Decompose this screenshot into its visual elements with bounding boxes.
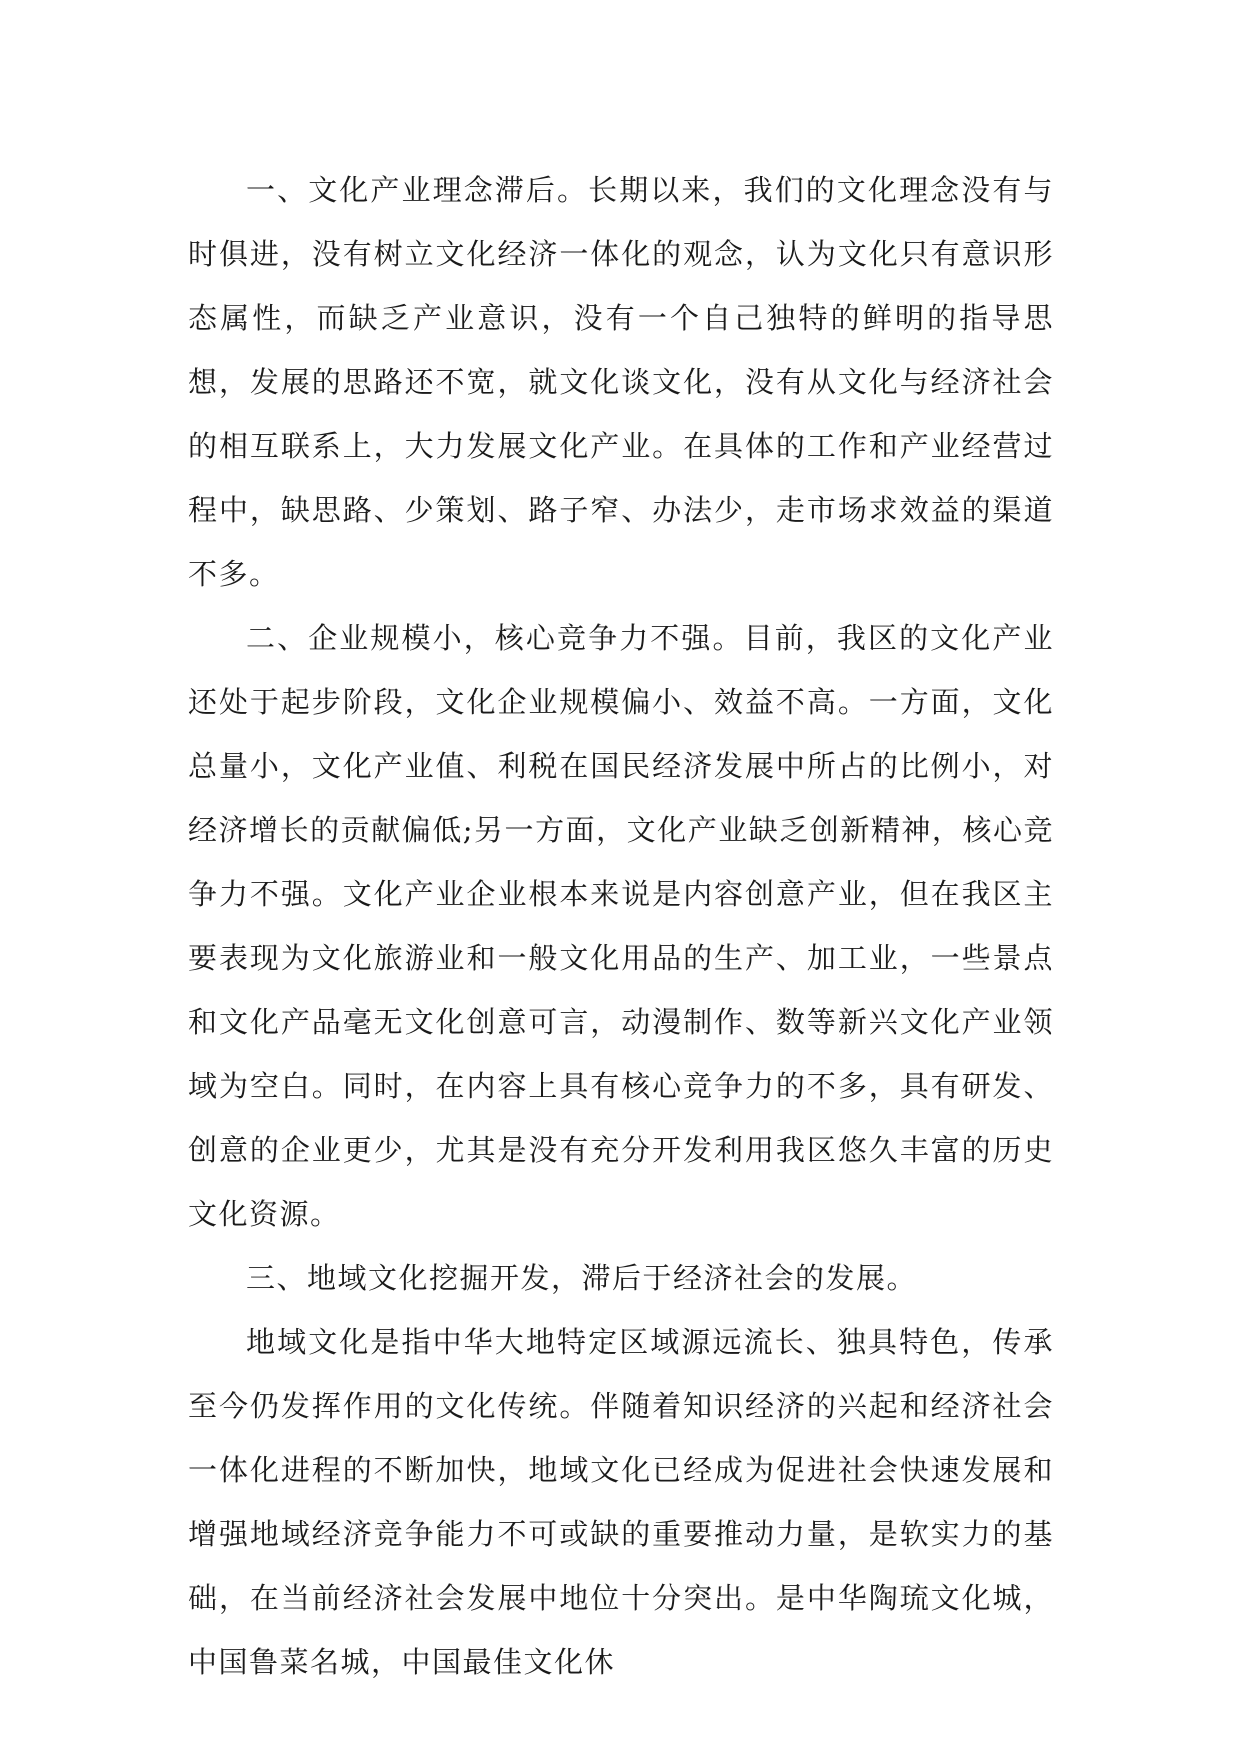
paragraph-cultural-concept: 一、文化产业理念滞后。长期以来，我们的文化理念没有与时俱进，没有树立文化经济一体化的观念，认为文化只有意识形态属性，而缺乏产业意识，没有一个自己独特的鲜明的指导思想，发展的思路还不宽，就文化谈文化，没有从文化与经济社会的相互联系上，大力发展文化产业。在具体的工作和产业经营过程中，缺思路、少策划、路子窄、办法少，走市场求效益的渠道不多。 — [188, 173, 1054, 591]
paragraph-enterprise-scale: 二、企业规模小，核心竞争力不强。目前，我区的文化产业还处于起步阶段，文化企业规模偏小、效益不高。一方面，文化总量小，文化产业值、利税在国民经济发展中所占的比例小，对经济增长的贡献偏低;另一方面，文化产业缺乏创新精神，核心竞争力不强。文化产业企业根本来说是内容创意产业，但在我区主要表现为文化旅游业和一般文化用品的生产、加工业，一些景点和文化产品毫无文化创意可言，动漫制作、数等新兴文化产业领域为空白。同时，在内容上具有核心竞争力的不多，具有研发、创意的企业更少，尤其是没有充分开发利用我区悠久丰富的历史文化资源。 — [188, 621, 1054, 1231]
document-body — [188, 158, 1054, 1694]
paragraph-regional-culture-heading: 三、地域文化挖掘开发，滞后于经济社会的发展。 — [246, 1261, 918, 1295]
paragraph-regional-culture-definition: 地域文化是指中华大地特定区域源远流长、独具特色，传承至今仍发挥作用的文化传统。伴随着知识经济的兴起和经济社会一体化进程的不断加快，地域文化已经成为促进社会快速发展和增强地域经济竞争能力不可或缺的重要推动力量，是软实力的基础，在当前经济社会发展中地位十分突出。是中华陶琉文化城，中国鲁菜名城，中国最佳文化休 — [188, 1325, 1054, 1679]
